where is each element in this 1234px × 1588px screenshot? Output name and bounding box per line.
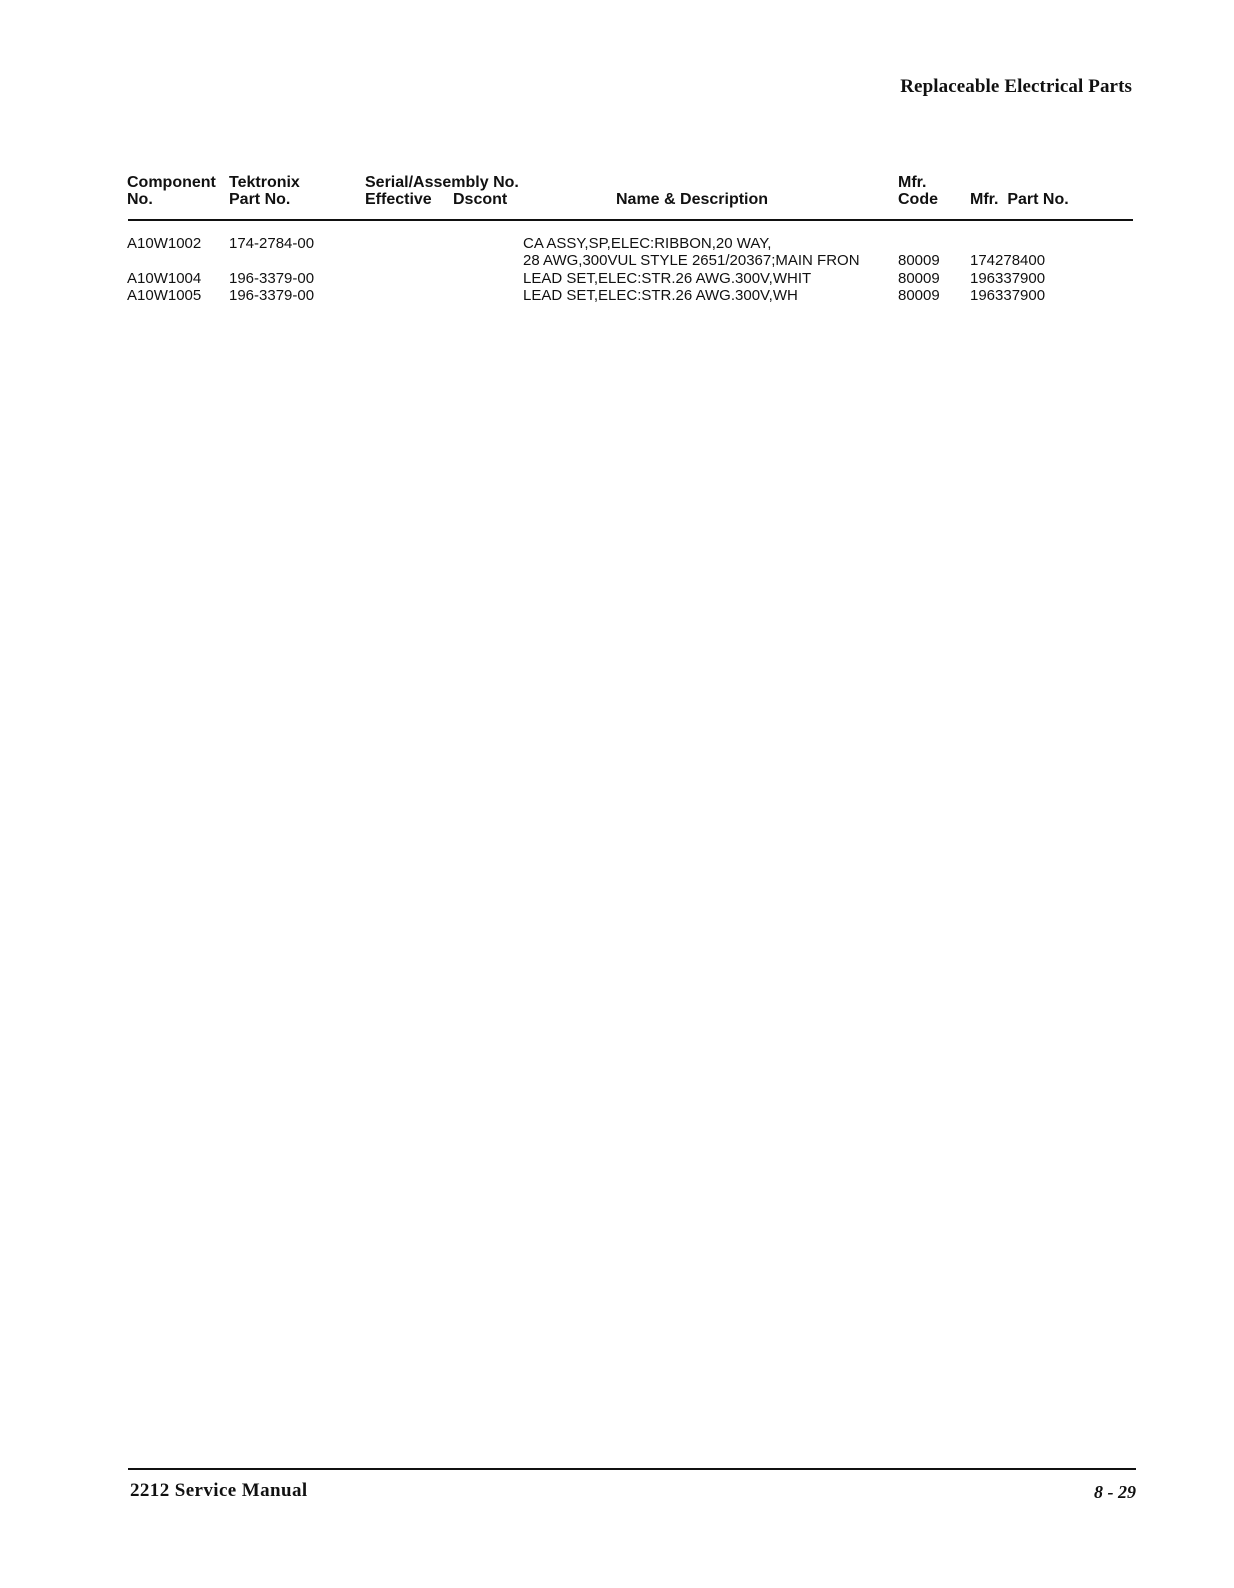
row3-description: LEAD SET,ELEC:STR.26 AWG.300V,WH [523, 287, 798, 304]
header-name-description: Name & Description [616, 191, 769, 208]
footer-manual-title: 2212 Service Manual [130, 1480, 308, 1501]
header-tek-line1: Tektronix [229, 174, 300, 191]
row1-mfr-part: 174278400 [970, 252, 1046, 269]
row2-mfr-code: 80009 [898, 270, 940, 287]
header-dscont: Dscont [453, 191, 508, 208]
row1-mfr-code: 80009 [898, 252, 940, 269]
header-component-line2: No. [127, 191, 153, 208]
row3-component: A10W1005 [127, 287, 202, 304]
row2-description: LEAD SET,ELEC:STR.26 AWG.300V,WHIT [523, 270, 812, 287]
row2-tek-part: 196-3379-00 [229, 270, 315, 287]
header-effective: Effective [365, 191, 432, 208]
header-mfr-line1: Mfr. [898, 174, 927, 191]
header-mfr-code [898, 174, 938, 208]
row2-mfr-part: 196337900 [970, 270, 1046, 287]
header-component-line1: Component [127, 174, 216, 191]
header-tek-line2: Part No. [229, 191, 291, 208]
header-mfr-line2: Code [898, 191, 938, 208]
header-component [127, 174, 216, 208]
row1-component: A10W1002 [127, 235, 202, 252]
header-rule [128, 219, 1133, 221]
header-mfr-part-no: Mfr. Part No. [970, 191, 1069, 208]
row3-tek-part: 196-3379-00 [229, 287, 315, 304]
row2-component: A10W1004 [127, 270, 202, 287]
section-title: Replaceable Electrical Parts [900, 76, 1132, 97]
footer-rule [128, 1468, 1136, 1470]
header-tektronix-part [229, 174, 300, 208]
row3-mfr-part: 196337900 [970, 287, 1046, 304]
row3-mfr-code: 80009 [898, 287, 940, 304]
footer-page-number: 8 - 29 [1094, 1482, 1136, 1502]
row1-description-line2: 28 AWG,300VUL STYLE 2651/20367;MAIN FRON [523, 252, 860, 269]
row1-tek-part: 174-2784-00 [229, 235, 315, 252]
header-serial-assembly: Serial/Assembly No. [365, 174, 519, 191]
row1-description-line1: CA ASSY,SP,ELEC:RIBBON,20 WAY, [523, 235, 772, 252]
